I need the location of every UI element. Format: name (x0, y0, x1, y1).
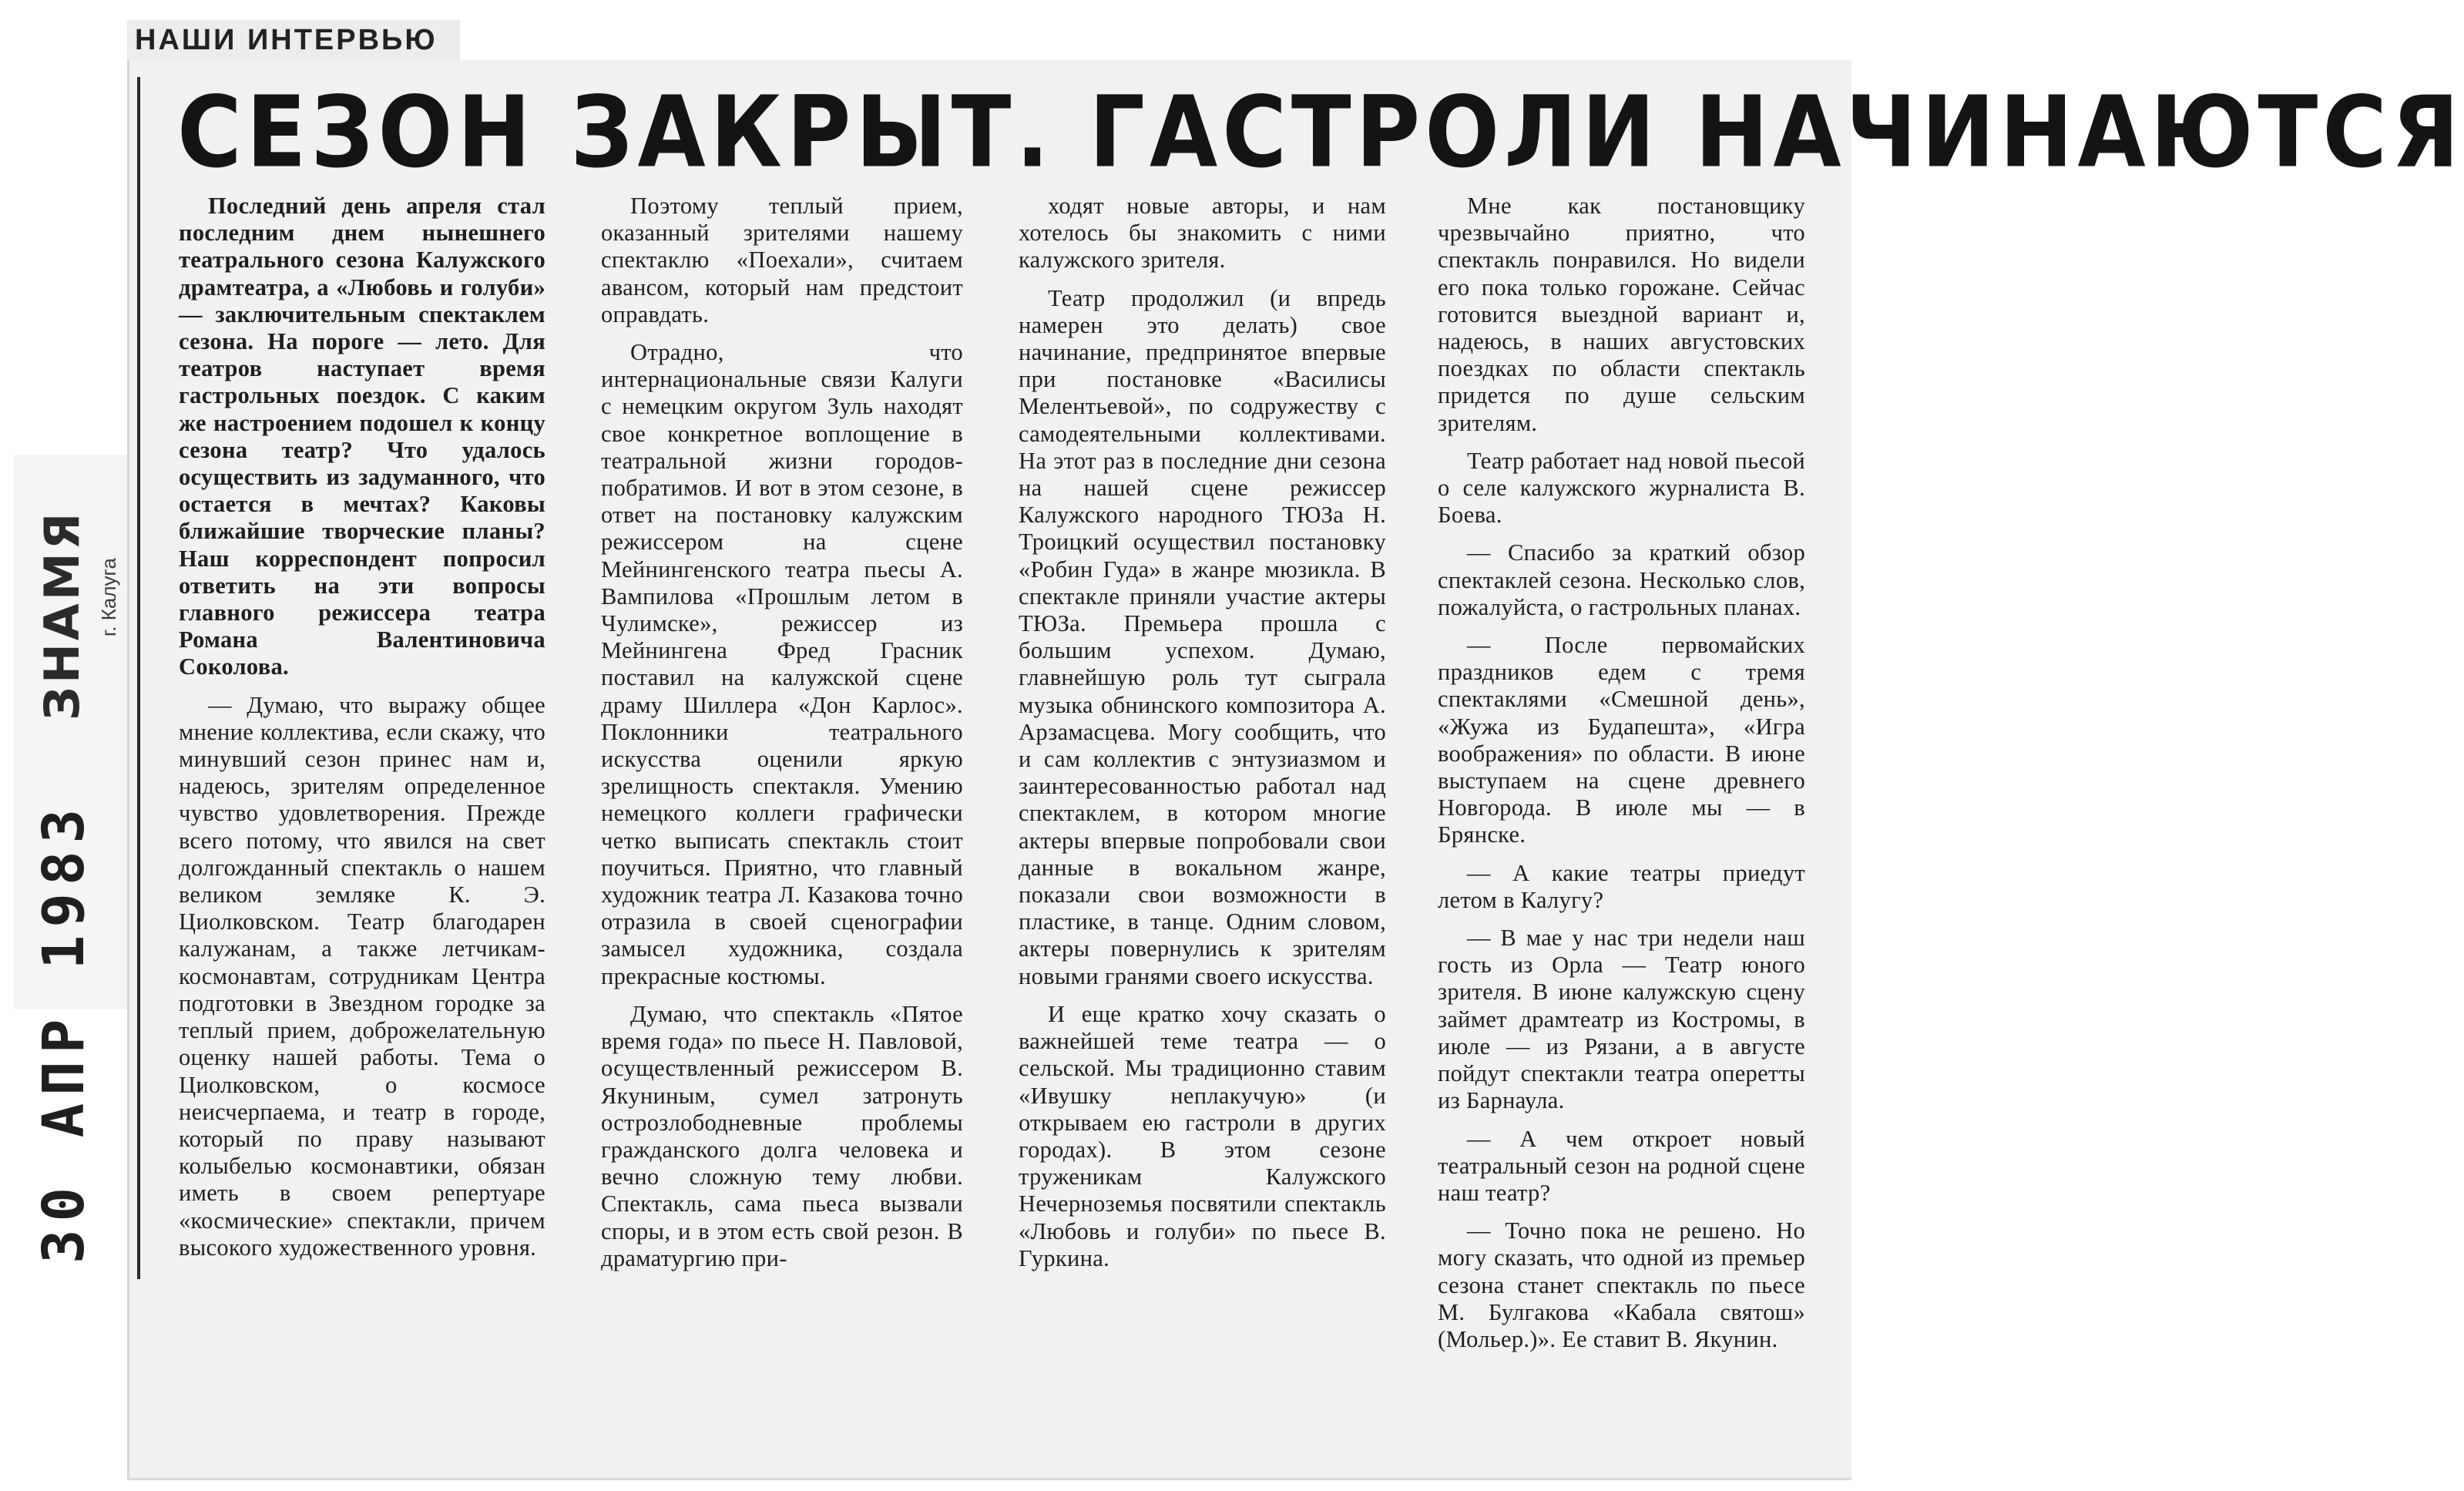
bottom-edge (127, 1478, 1851, 1480)
paragraph: — Спасибо за краткий обзор спектаклей сезона. Несколько слов, пожалуйста, о гастрольных планах. (1438, 539, 1805, 620)
paragraph: Театр продолжил (и впредь намерен это делать) свое начинание, предпринятое впервые при постановке «Василисы Мелентьевой», по содружеству с самодеятельными коллективами. На этот раз в последние дни сезона на нашей сцене режиссер Калужского народного ТЮЗа Н. Троицкий осуществил постановку «Робин Гуда» в жанре мюзикла. В спектакле приняли участие актеры ТЮЗа. Премьера прошла с большим успехом. Думаю, главнейшую роль тут сыграла музыка обнинского композитора А. Арзамасцева. Могу сообщить, что и сам коллектив с энтузиазмом и заинтересованностью работал над спектаклем, в котором многие актеры впервые попробовали свои данные в вокальном жанре, показали свои возможности в пластике, в танце. Одним словом, актеры повернулись к зрителям новыми гранями своего искусства. (1019, 284, 1386, 989)
column-3 (1019, 193, 1386, 1283)
column-1 (179, 193, 546, 1272)
paragraph: И еще кратко хочу сказать о важнейшей теме театра — о сельской. Мы традиционно ставим «Ивушку неплакучую» (и открываем ею гастроли в других городах). В этом сезоне труженикам Калужского Нечерноземья посвятили спектакль «Любовь и голуби» по пьесе В. Гуркина. (1019, 1000, 1386, 1271)
column-4 (1438, 193, 1805, 1364)
stamp-city: г. Калуга (97, 558, 120, 636)
paragraph: Театр работает над новой пьесой о селе калужского журналиста В. Боева. (1438, 447, 1805, 529)
headline: СЕЗОН ЗАКРЫТ. ГАСТРОЛИ НАЧИНАЮТСЯ (177, 74, 2464, 190)
paragraph: — А чем откроет новый театральный сезон на родной сцене наш театр? (1438, 1125, 1805, 1206)
rubric-label: НАШИ ИНТЕРВЬЮ (127, 20, 460, 60)
paragraph: ходят новые авторы, и нам хотелось бы знакомить с ними калужского зрителя. (1019, 193, 1386, 274)
stamp-date: 30 АПР 1983 (31, 801, 97, 1264)
paragraph: Отрадно, что интернациональные связи Калуги с немецким округом Зуль находят свое конкретное воплощение в театральной жизни городов-побратимов. И вот в этом сезоне, в ответ на постановку калужским режиссером на сцене Мейнингенского театра пьесы А. Вампилова «Прошлым летом в Чулимске», режиссер из Мейнингена Фред Грасник поставил на калужской сцене драму Шиллера «Дон Карлос». Поклонники театрального искусства оценили яркую зрелищность спектакля. Умению немецкого коллеги графически четко выписать спектакль стоит поучиться. Приятно, что главный художник театра Л. Казакова точно отразила в своей сценографии замысел художника, создала прекрасные костюмы. (601, 339, 963, 989)
paragraph: — А какие театры приедут летом в Калугу? (1438, 859, 1805, 913)
paragraph: — Точно пока не решено. Но могу сказать, что одной из премьер сезона станет спектакль по пьесе М. Булгакова «Кабала святош» (Мольер.)». Ее ставит В. Якунин. (1438, 1217, 1805, 1352)
paragraph: Думаю, что спектакль «Пятое время года» по пьесе Н. Павловой, осуществленный режиссером В. Якуниным, сумел затронуть острозлободневные проблемы гражданского долга человека и вечно сложную тему любви. Спектакль, сама пьеса вызвали споры, и в этом есть свой резон. В драматургию при- (601, 1000, 963, 1271)
paragraph: — Думаю, что выражу общее мнение коллектива, если скажу, что минувший сезон принес нам и, надеюсь, зрителям определенное чувство удовлетворения. Прежде всего потому, что явился на свет долгожданный спектакль о нашем великом земляке К. Э. Циолковском. Театр благодарен калужанам, а также летчикам-космонавтам, сотрудникам Центра подготовки в Звездном городке за теплый прием, доброжелательную оценку нашей работы. Тема о Циолковском, о космосе неисчерпаема, и театр в городе, который по праву называют колыбелью космонавтики, обязан иметь в своем репертуаре «космические» спектакли, причем высокого художественного уровня. (179, 691, 546, 1261)
left-rule (137, 77, 140, 1279)
column-2 (601, 193, 963, 1283)
lead-paragraph: Последний день апреля стал последним днем нынешнего театрального сезона Калужского драмтеатра, а «Любовь и голуби» — заключительным спектаклем сезона. На пороге — лето. Для театров наступает время гастрольных поездок. С каким же настроением подошел к концу сезона театр? Что удалось осуществить из задуманного, что остается в мечтах? Каковы ближайшие творческие планы? Наш корреспондент попросил ответить на эти вопросы главного режиссера театра Романа Валентиновича Соколова. (179, 193, 546, 680)
paragraph: — В мае у нас три недели наш гость из Орла — Театр юного зрителя. В июне калужскую сцену займет драмтеатр из Костромы, в июле — из Рязани, а в августе пойдут спектакли театра оперетты из Барнаула. (1438, 925, 1805, 1114)
paragraph: Поэтому теплый прием, оказанный зрителями нашему спектаклю «Поехали», считаем авансом, который нам предстоит оправдать. (601, 193, 963, 327)
paragraph: — После первомайских праздников едем с тремя спектаклями «Смешной день», «Жужа из Будапешта», «Игра воображения» по области. В июне выступаем на сцене древнего Новгорода. В июле мы — в Брянске. (1438, 632, 1805, 848)
paragraph: Мне как постановщику чрезвычайно приятно, что спектакль понравился. Но видели его пока только горожане. Сейчас готовится выездной вариант и, надеюсь, в наших августовских поездках по области спектакль придется по душе сельским зрителям. (1438, 193, 1805, 436)
stamp-newspaper-name: ЗНАМЯ (34, 509, 90, 720)
